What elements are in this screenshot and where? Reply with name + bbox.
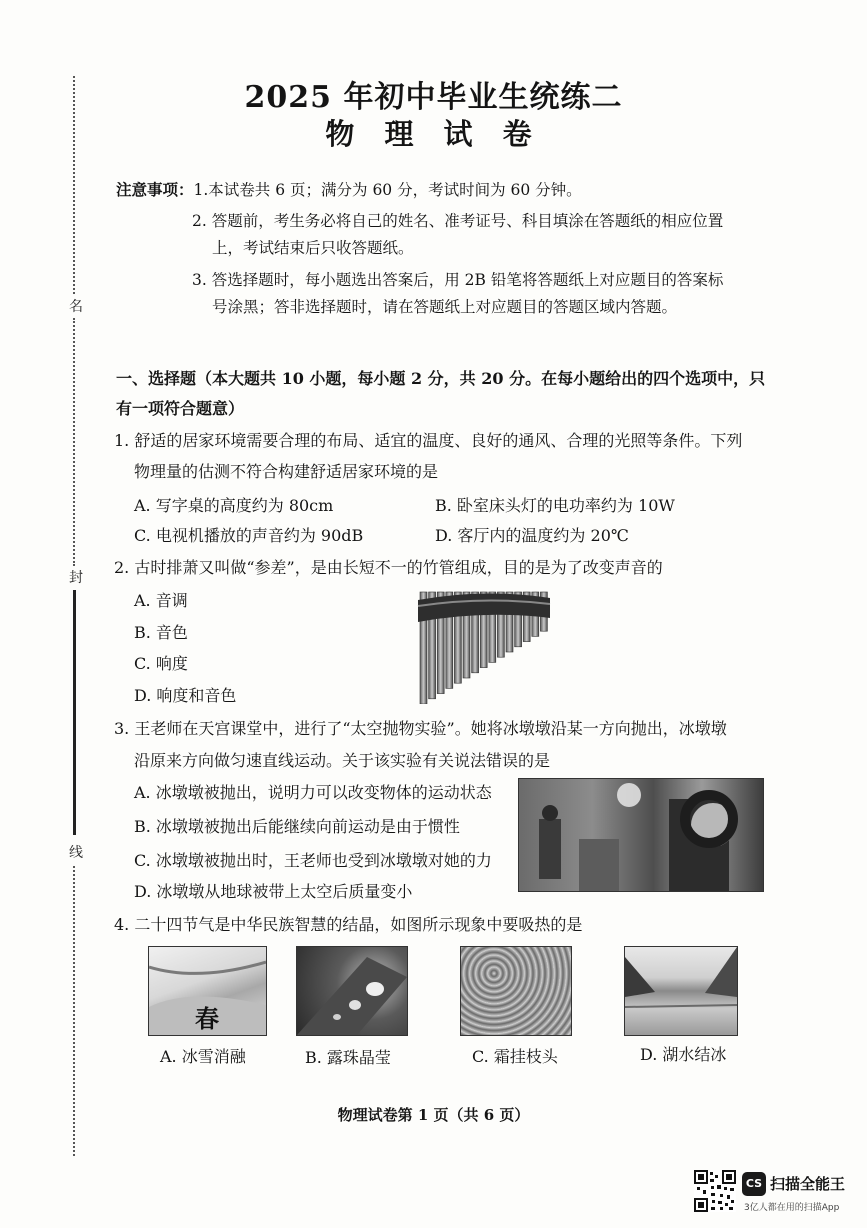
question-2-option-c: C. 响度: [134, 654, 188, 673]
question-1-option-d: D. 客厅内的温度约为 20℃: [435, 526, 629, 545]
notes-item1-text: 1.本试卷共 6 页；满分为 60 分，考试时间为 60 分钟。: [193, 181, 582, 199]
scanner-tagline: 3亿人都在用的扫描App: [744, 1203, 840, 1213]
notes-item2-line2: 上，考试结束后只收答题纸。: [212, 239, 414, 257]
notes-item3-line1: 3. 答选择题时，每小题选出答案后，用 2B 铅笔将答题纸上对应题目的答案标: [192, 271, 724, 289]
notes-item2-line1: 2. 答题前，考生务必将自己的姓名、准考证号、科目填涂在答题纸的相应位置: [192, 212, 724, 230]
question-4-stem-line1: 二十四节气是中华民族智慧的结晶，如图所示现象中要吸热的是: [134, 915, 583, 934]
question-2-option-a: A. 音调: [134, 591, 188, 610]
question-3-number: 3.: [114, 719, 130, 738]
question-1-option-c: C. 电视机播放的声音约为 90dB: [134, 526, 364, 545]
question-4-caption-c: C. 霜挂枝头: [472, 1047, 558, 1066]
notes-item1: [116, 180, 582, 200]
notes-item3-line2: 号涂黑；答非选择题时，请在答题纸上对应题目的答题区域内答题。: [212, 298, 678, 316]
exam-subtitle: 物 理 试 卷: [325, 117, 542, 151]
binding-line-lower: [73, 590, 76, 835]
question-2-number: 2.: [114, 558, 130, 577]
question-2-option-d: D. 响度和音色: [134, 686, 237, 705]
snow-photo-character: 春: [195, 1004, 219, 1033]
question-3-option-d: D. 冰墩墩从地球被带上太空后质量变小: [134, 882, 413, 901]
question-1-number: 1.: [114, 431, 130, 450]
question-4-number: 4.: [114, 915, 130, 934]
question-1-stem-line2: 物理量的估测不符合构建舒适居家环境的是: [134, 462, 439, 481]
question-2-option-b: B. 音色: [134, 623, 188, 642]
question-3-stem-line2: 沿原来方向做匀速直线运动。关于该实验有关说法错误的是: [134, 751, 551, 770]
question-3-option-b: B. 冰墩墩被抛出后能继续向前运动是由于惯性: [134, 817, 460, 836]
exam-title: 2025 年初中毕业生统练二: [244, 80, 623, 115]
snow-melting-photo: [148, 946, 267, 1036]
panpipe-image: [416, 588, 552, 704]
scanner-logo-icon: CS: [742, 1172, 766, 1196]
question-3-stem: [114, 716, 727, 739]
question-2-stem: [114, 555, 663, 578]
binding-line-mid: [73, 318, 75, 566]
question-2-stem-line1: 古时排萧又叫做“参差”，是由长短不一的竹管组成，目的是为了改变声音的: [134, 558, 663, 577]
question-3-stem-line1: 王老师在天宫课堂中，进行了“太空抛物实验”。她将冰墩墩沿某一方向抛出，冰墩墩: [134, 719, 727, 738]
scanner-brand-name: 扫描全能王: [770, 1175, 846, 1193]
qr-code-icon: [694, 1170, 736, 1212]
question-4-stem: [114, 912, 582, 935]
notes-label: 注意事项：: [116, 180, 194, 199]
question-1-option-a: A. 写字桌的高度约为 80cm: [134, 496, 334, 515]
lake-freezing-photo: [624, 946, 738, 1036]
frost-photo: [460, 946, 572, 1036]
space-class-photo: [518, 778, 764, 892]
question-1-option-b: B. 卧室床头灯的电功率约为 10W: [435, 496, 675, 515]
question-3-option-a: A. 冰墩墩被抛出，说明力可以改变物体的运动状态: [134, 783, 492, 802]
section-heading-line1: 一、选择题（本大题共 10 小题，每小题 2 分，共 20 分。在每小题给出的四个选项中，只: [116, 369, 766, 388]
section-heading-line2: 有一项符合题意）: [116, 399, 245, 418]
margin-char-name: 名: [69, 299, 83, 315]
page-footer: 物理试卷第 1 页（共 6 页）: [337, 1106, 530, 1124]
question-3-option-c: C. 冰墩墩被抛出时，王老师也受到冰墩墩对她的力: [134, 851, 492, 870]
margin-char-line: 线: [69, 845, 83, 861]
margin-char-seal: 封: [69, 570, 83, 586]
question-1-stem-line1: 舒适的居家环境需要合理的布局、适宜的温度、良好的通风、合理的光照等条件。下列: [134, 431, 743, 450]
question-1-stem: [114, 428, 742, 451]
question-4-caption-d: D. 湖水结冰: [640, 1045, 727, 1064]
question-4-caption-b: B. 露珠晶莹: [305, 1048, 391, 1067]
question-4-caption-a: A. 冰雪消融: [160, 1047, 246, 1066]
dewdrop-photo: [296, 946, 408, 1036]
